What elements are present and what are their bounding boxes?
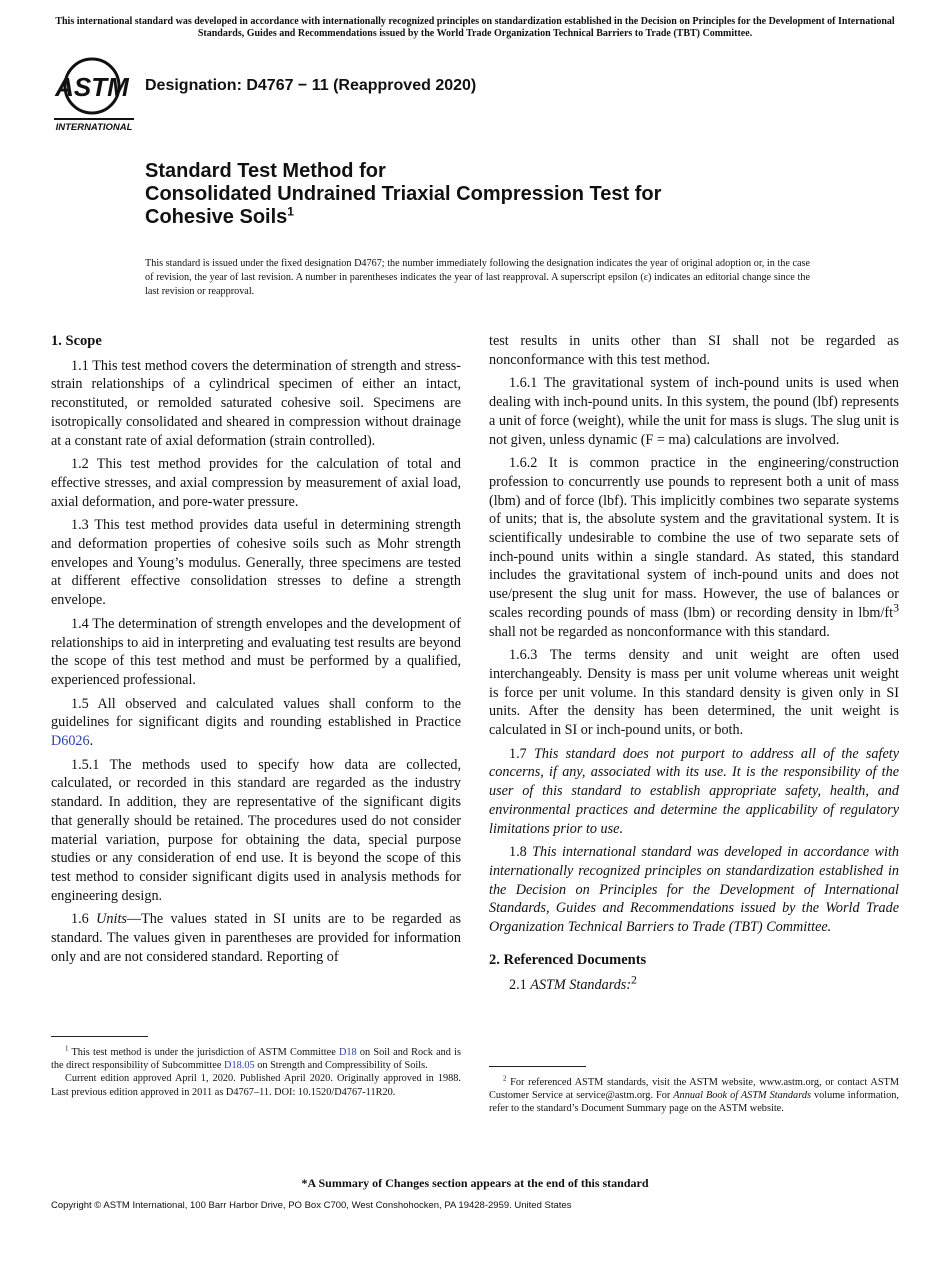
- footnote-1-text: [51, 1046, 461, 1072]
- footnote-2-marker: 2: [503, 1074, 507, 1083]
- issued-note: This standard is issued under the fixed designation D4767; the number immediately following the designation indicates the year of original adoption or, in the case of revision, the year of last revision. A number in parentheses indicates the year of last reapproval. A superscript epsilon (ε) indicates an editorial change since the last revision or reapproval.: [145, 258, 810, 297]
- paragraph-2-1-text: ASTM Standards:: [530, 976, 632, 993]
- footnote-1-edition: Current edition approved April 1, 2020. Published April 2020. Originally approved in 1988. Last previous edition approved in 2011 as D4767–11. DOI: 10.1520/D4767-11R20.: [51, 1073, 461, 1098]
- footnote-rule-right: [489, 1066, 586, 1067]
- astm-logo: [54, 56, 134, 132]
- paragraph-1-7: [489, 745, 899, 839]
- left-column: [51, 332, 461, 972]
- footnote-2-part-b: volume information, refer to the standard’s Document Summary page on the ASTM website.: [489, 1090, 899, 1115]
- footnote-2: [489, 1076, 899, 1116]
- d18-05-link[interactable]: D18.05: [224, 1060, 255, 1072]
- summary-of-changes-note: *A Summary of Changes section appears at the end of this standard: [301, 1176, 649, 1190]
- paragraph-1-5-1: 1.5.1 The methods used to specify how data are collected, calculated, or recorded in this standard are regarded as the industry standard. In addition, they are representative of the significant digits that generally should be retained. The procedures used do not consider material variation, purpose for obtaining the data, special purpose studies or any consideration of end use. It is beyond the scope of this test method to consider significant digits used in analysis methods for engineering design.: [51, 756, 461, 904]
- cubic-superscript: 3: [893, 600, 899, 615]
- paragraph-1-6: [51, 910, 461, 966]
- referenced-documents-heading: 2. Referenced Documents: [489, 951, 647, 968]
- footnote-rule-left: [51, 1036, 148, 1037]
- document-title: [145, 160, 845, 229]
- paragraph-1-5-text: 1.5 All observed and calculated values shall conform to the guidelines for significant digits and rounding established in Practice: [51, 695, 461, 731]
- footnote-2-ref[interactable]: 2: [631, 971, 637, 986]
- paragraph-1-7-number: 1.7: [509, 745, 534, 762]
- footnote-2-italic: Annual Book of ASTM Standards: [673, 1090, 811, 1102]
- paragraph-1-8: [489, 843, 899, 937]
- d6026-link[interactable]: D6026: [51, 733, 90, 750]
- footnote-1-part-a: This test method is under the jurisdiction of ASTM Committee: [68, 1047, 339, 1058]
- paragraph-1-5-end: .: [89, 733, 94, 750]
- footnote-2-text: [489, 1076, 899, 1116]
- footnote-1-part-c: on Strength and Compressibility of Soils.: [254, 1060, 428, 1072]
- paragraph-1-4: 1.4 The determination of strength envelopes and the development of relationships to aid in interpreting and evaluating test results are beyond the scope of this test method and must be performed by a qualified, experienced professional.: [51, 615, 461, 688]
- paragraph-1-2: 1.2 This test method provides for the calculation of total and effective stresses, and axial compression by measurement of axial load, axial deformation, and pore-water pressure.: [51, 456, 461, 510]
- title-line-2: Consolidated Undrained Triaxial Compression Test for: [145, 183, 662, 205]
- paragraph-2-1: [489, 971, 899, 995]
- title-line-1: Standard Test Method for: [145, 160, 386, 182]
- paragraph-1-8-text: This international standard was developed in accordance with internationally recognized principles on standardization established in the Decision on Principles for the Development of International Standards, Guides and Recommendations issued by the World Trade Organization Technical Barriers to Trade (TBT) Committee.: [489, 844, 899, 936]
- paragraph-1-6-1: 1.6.1 The gravitational system of inch-pound units is used when dealing with inch-pound units. In this system, the pound (lbf) represents a unit of force (weight), while the unit for mass is slugs. The slug unit is not given, unless dynamic (F = ma) calculations are involved.: [489, 375, 899, 448]
- title-footnote-ref[interactable]: 1: [287, 204, 294, 219]
- footnote-1-part-b: on Soil and Rock and is the direct responsibility of Subcommittee: [51, 1047, 461, 1072]
- logo-text: ASTM: [55, 72, 129, 102]
- paragraph-1-3: 1.3 This test method provides data useful in determining strength and deformation properties of cohesive soils such as Mohr strength envelopes and Young’s modulus. Generally, three specimens are tested at different effective consolidation stresses to define a strength envelope.: [51, 517, 461, 609]
- top-notice: This international standard was developed in accordance with internationally recognized principles on standardization established in the Decision on Principles for the Development of International Standards, Guides and Recommendations issued by the World Trade Organization Technical Barriers to Trade (TBT) Committee.: [55, 16, 895, 39]
- paragraph-1-6-continued: test results in units other than SI shall not be regarded as nonconformance with this test method.: [489, 333, 899, 368]
- paragraph-1-5: [51, 695, 461, 751]
- title-line-3-text: Cohesive Soils: [145, 206, 288, 228]
- paragraph-1-6-italic: Units: [96, 911, 127, 928]
- scope-heading: 1. Scope: [51, 333, 102, 349]
- logo-subtext: INTERNATIONAL: [55, 122, 133, 132]
- paragraph-1-1: 1.1 This test method covers the determination of strength and stress-strain relationships of a cylindrical specimen of either an intact, reconstituted, or remolded saturated cohesive soil. Specimens are isotropically consolidated and sheared in compression without drainage at a constant rate of axial deformation (strain controlled).: [51, 357, 461, 449]
- copyright: Copyright © ASTM International, 100 Barr Harbor Drive, PO Box C700, West Conshohocken, PA 19428-2959. United States: [51, 1200, 572, 1211]
- paragraph-1-6-2-text: 1.6.2 It is common practice in the engineering/construction profession to concurrently use pounds to represent both a unit of mass (lbm) and of force (lbf). This implicitly combines two separate systems of units; that is, the absolute system and the gravitational system. It is scientifically undesirable to combine the use of two separate sets of inch-pound units within a single standard. As stated, this standard includes the gravitational system of inch-pound units and does not use/present the slug unit for mass. However, the use of balances or scales recording pounds of mass (lbm) or recording density in lbm/ft: [489, 455, 899, 621]
- paragraph-1-6-2: [489, 454, 899, 641]
- right-column: [489, 332, 899, 999]
- paragraph-2-1-number: 2.1: [509, 976, 531, 993]
- footnote-2-part-a: For referenced ASTM standards, visit the ASTM website, www.astm.org, or contact ASTM Customer Service at service@astm.org. For: [489, 1077, 899, 1102]
- title-line-3: [145, 206, 845, 229]
- footnote-1: [51, 1046, 461, 1099]
- designation: Designation: D4767 − 11 (Reapproved 2020): [145, 77, 477, 94]
- footnote-1-marker: 1: [65, 1044, 69, 1053]
- paragraph-1-6-2-end: shall not be regarded as nonconformance with this standard.: [489, 623, 830, 640]
- paragraph-1-6-3: 1.6.3 The terms density and unit weight are often used interchangeably. Density is mass per unit volume whereas unit weight is force per unit volume. In this standard density is given only in SI units. After the density has been determined, the unit weight is calculated in SI or inch-pound units, or both.: [489, 647, 899, 739]
- paragraph-1-7-text: This standard does not purport to address all of the safety concerns, if any, associated with its use. It is the responsibility of the user of this standard to establish appropriate safety, health, and environmental practices and determine the applicability of regulatory limitations prior to use.: [489, 745, 899, 837]
- paragraph-1-6-text: —The values stated in SI units are to be regarded as standard. The values given in parentheses are provided for information only and are not considered standard. Reporting of: [51, 911, 462, 965]
- paragraph-1-8-number: 1.8: [509, 844, 533, 861]
- d18-link[interactable]: D18: [338, 1047, 357, 1058]
- paragraph-1-6-number: 1.6: [71, 911, 97, 928]
